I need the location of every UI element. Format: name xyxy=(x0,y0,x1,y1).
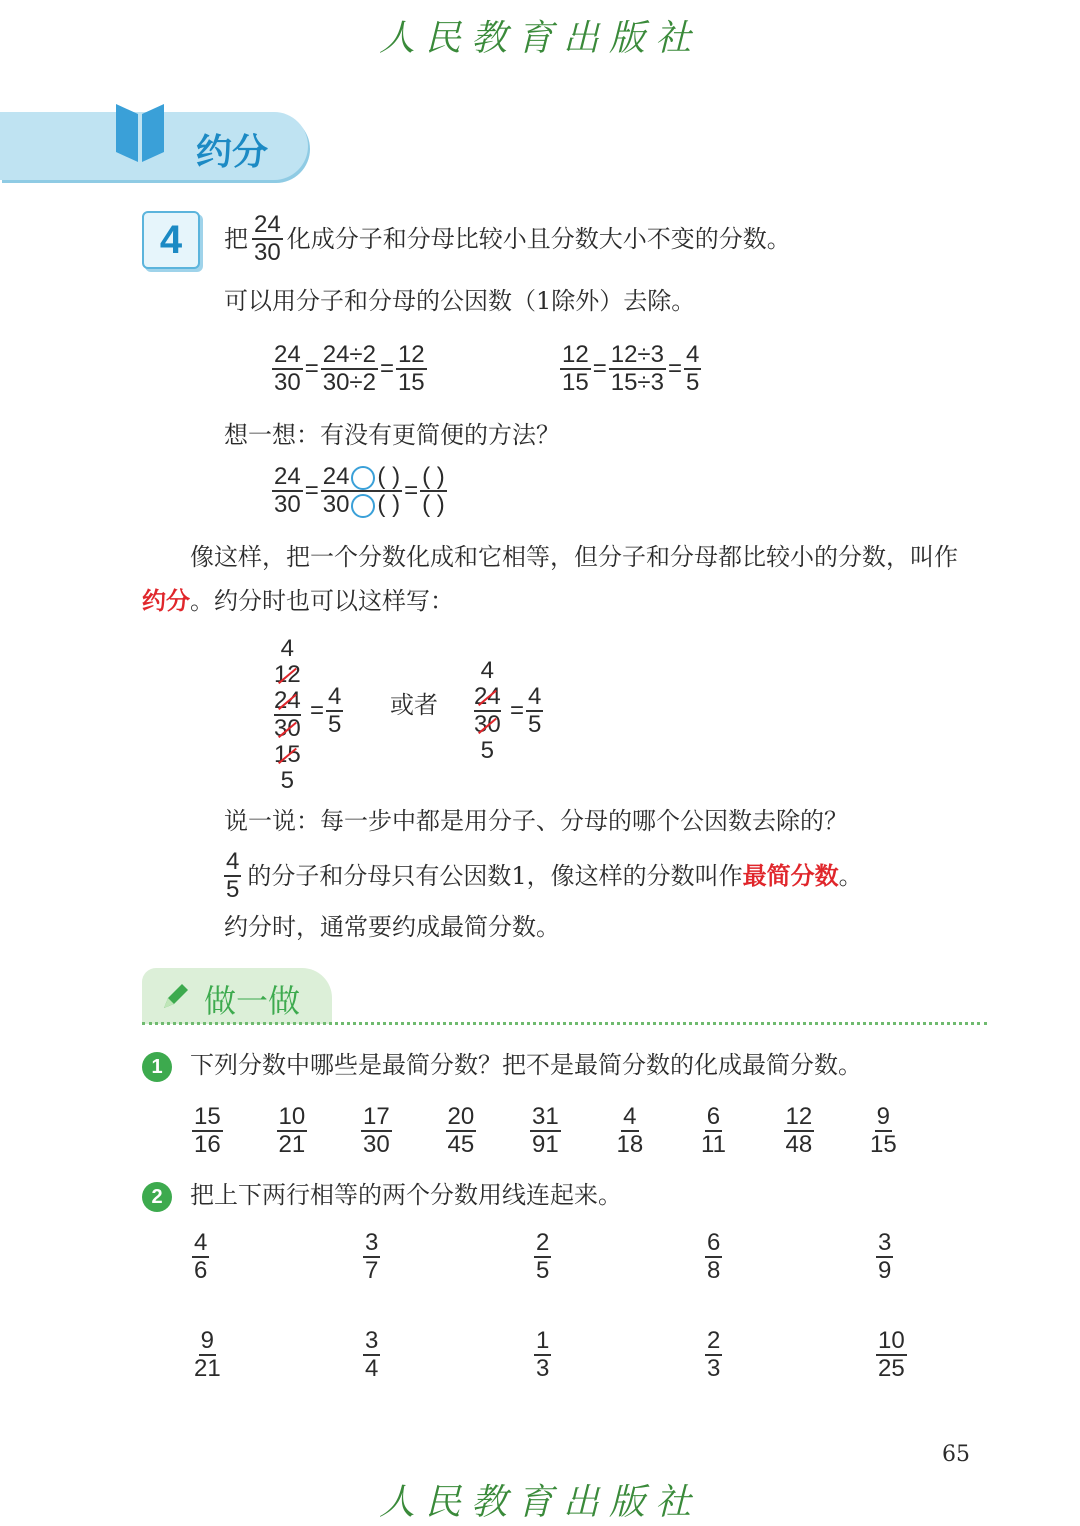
question-1-fractions xyxy=(192,1104,912,1164)
fraction: $\frac{4}{5}$ xyxy=(226,848,240,903)
operator-blank-circle[interactable] xyxy=(351,494,375,518)
example-prompt xyxy=(224,210,791,268)
fraction: $\frac{4}{5}$ xyxy=(528,683,542,738)
definition-text-2: 约分。约分时也可以这样写： xyxy=(142,586,454,615)
prompt-fraction: $\frac{24}{30}$ xyxy=(254,211,281,266)
publisher-logo-top: 人民教育出版社 xyxy=(378,18,701,59)
fraction: $\frac{24\div 2}{30\div 2}$ xyxy=(322,341,376,396)
fraction-item[interactable]: $\frac{3}{9}$ xyxy=(878,1229,892,1284)
or-label: 或者 xyxy=(390,691,438,719)
answer-blank[interactable]: ( ) xyxy=(422,463,445,490)
fraction-item[interactable]: $\frac{10}{21}$ xyxy=(278,1103,306,1158)
fraction-with-blanks xyxy=(420,464,447,518)
fraction-item[interactable]: $\frac{4}{18}$ xyxy=(616,1103,644,1158)
fraction-item[interactable]: $\frac{17}{30}$ xyxy=(363,1103,390,1158)
calc-row-2: $\frac{12}{15}$ = $\frac{12\div 3}{15\div 3}$ = $\frac{4}{5}$ xyxy=(562,341,700,396)
definition-text: 像这样，把一个分数化成和它相等，但分子和分母都比较小的分数，叫作 xyxy=(190,543,958,571)
fraction-item[interactable]: $\frac{9}{21}$ xyxy=(194,1327,221,1382)
pencil-icon xyxy=(158,980,192,1014)
result-b: = $\frac{4}{5}$ xyxy=(510,683,542,738)
method-text: 可以用分子和分母的公因数（1除外）去除。 xyxy=(224,287,696,315)
fraction-item[interactable]: $\frac{1}{3}$ xyxy=(536,1327,550,1382)
prompt-post: 化成分子和分母比较小且分数大小不变的分数。 xyxy=(286,225,791,253)
fraction-item[interactable]: $\frac{9}{15}$ xyxy=(870,1103,897,1158)
result-a: = $\frac{4}{5}$ xyxy=(310,683,342,738)
operator-blank-circle[interactable] xyxy=(351,466,375,490)
question-2-bottom-row xyxy=(192,1328,912,1388)
divider xyxy=(142,1022,987,1025)
fraction: $\frac{24}{30}$ xyxy=(274,463,301,518)
fraction-item[interactable]: $\frac{12}{48}$ xyxy=(785,1103,813,1158)
term-simplest-fraction: 最简分数 xyxy=(742,861,839,890)
answer-blank[interactable]: ( ) xyxy=(377,463,401,490)
fraction: $\frac{12\div 3}{15\div 3}$ xyxy=(610,341,664,396)
say-text: 说一说：每一步中都是用分子、分母的哪个公因数去除的？ xyxy=(224,807,848,835)
book-icon xyxy=(112,100,168,166)
fraction-item[interactable]: $\frac{3}{7}$ xyxy=(365,1229,379,1284)
fraction: $\frac{12}{15}$ xyxy=(397,341,425,396)
fraction-item[interactable]: $\frac{10}{25}$ xyxy=(878,1327,905,1382)
fraction-item[interactable]: $\frac{4}{6}$ xyxy=(194,1229,208,1284)
publisher-logo-bottom: 人民教育出版社 xyxy=(378,1482,701,1523)
prompt-pre: 把 xyxy=(224,225,248,253)
fraction-with-blanks: $\frac{24 ( )}{30 ( )}$ xyxy=(322,463,401,518)
fraction: $\frac{4}{5}$ xyxy=(685,341,700,396)
fraction-item[interactable]: $\frac{15}{16}$ xyxy=(194,1103,221,1158)
think-text: 想一想：有没有更简便的方法？ xyxy=(224,421,560,449)
fraction: $\frac{4}{5}$ xyxy=(328,683,342,738)
think-calc: $\frac{24}{30}$ = $\frac{24 ( )}{30 ( )}$ = $\frac{( )}{( )}$ xyxy=(274,463,445,518)
question-1-text: 下列分数中哪些是最简分数？把不是最简分数的化成最简分数。 xyxy=(190,1051,862,1079)
question-2-text: 把上下两行相等的两个分数用线连起来。 xyxy=(190,1181,622,1209)
example-number-badge: 4 xyxy=(142,211,200,269)
fraction-item[interactable]: $\frac{3}{4}$ xyxy=(365,1327,379,1382)
simplest-definition: $\frac{4}{5}$ 的分子和分母只有公因数1，像这样的分数叫作 最简分数 。 xyxy=(226,848,863,903)
question-2-badge: 2 xyxy=(142,1182,172,1212)
practice-title: 做一做 xyxy=(204,982,301,1020)
question-1-badge: 1 xyxy=(142,1052,172,1082)
cancel-stack-a: 4 12 24 30 15 5 xyxy=(274,635,301,794)
fraction-item[interactable]: $\frac{20}{45}$ xyxy=(447,1103,475,1158)
fraction-item[interactable]: $\frac{6}{8}$ xyxy=(707,1229,721,1284)
question-2-top-row xyxy=(192,1230,912,1290)
fraction-item[interactable]: $\frac{6}{11}$ xyxy=(701,1103,726,1158)
page-number: 65 xyxy=(942,1442,970,1467)
fraction-item[interactable]: $\frac{2}{3}$ xyxy=(707,1327,721,1382)
answer-blank[interactable]: ( ) xyxy=(422,491,445,518)
cancel-stack-b: 4 24 30 5 xyxy=(474,657,501,764)
note-text: 约分时，通常要约成最简分数。 xyxy=(224,913,560,941)
fraction-item[interactable]: $\frac{2}{5}$ xyxy=(536,1229,550,1284)
calc-row-1: $\frac{24}{30}$ = $\frac{24\div 2}{30\div 2}$ = $\frac{12}{15}$ xyxy=(274,341,425,396)
fraction-item[interactable]: $\frac{31}{91}$ xyxy=(532,1103,559,1158)
answer-blank[interactable]: ( ) xyxy=(377,491,401,518)
term-yuefen: 约分 xyxy=(142,586,190,615)
fraction: $\frac{12}{15}$ xyxy=(562,341,589,396)
section-title: 约分 xyxy=(196,131,269,173)
fraction: $\frac{24}{30}$ xyxy=(274,341,301,396)
